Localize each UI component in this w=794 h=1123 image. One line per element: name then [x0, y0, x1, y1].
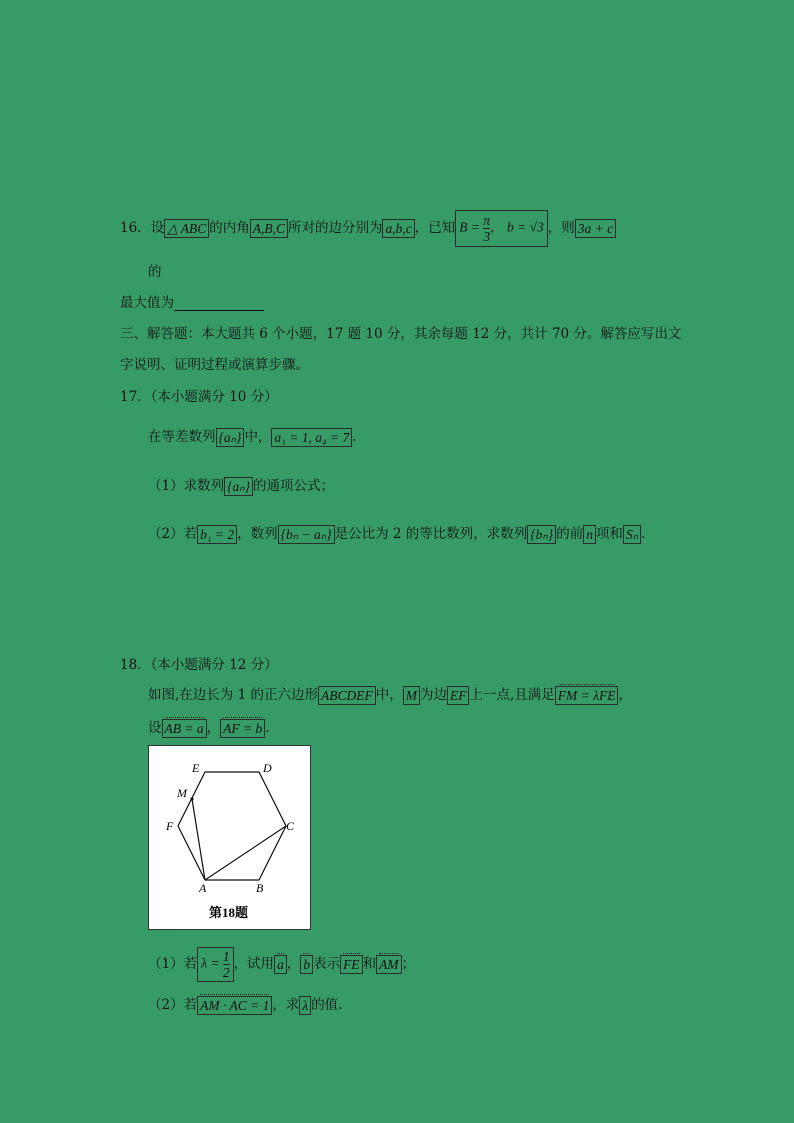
label-E: E [192, 761, 200, 775]
label-A: A [199, 881, 207, 895]
q16-text: 设 [150, 220, 165, 236]
math-AF-vector [220, 719, 265, 738]
q16-number: 16． [120, 220, 151, 236]
q18-text: 的值. [311, 997, 343, 1013]
q18-part1 [148, 947, 415, 982]
math-given [455, 210, 548, 247]
q18-part2 [148, 993, 342, 1015]
q17-text: （1）求数列 [148, 478, 225, 494]
q16-max-label: 最大值为 [120, 295, 174, 311]
math-bn-minus-an: {bₙ − aₙ} [278, 525, 335, 544]
math-hexagon: ABCDEF [318, 686, 376, 705]
vector-FE: FE [343, 957, 360, 972]
q16-line3 [120, 291, 264, 311]
vector-FM-eq: FM = λFE [557, 688, 616, 703]
answer-blank[interactable] [174, 298, 264, 311]
q17-text: 项和 [595, 526, 623, 542]
q17-text: . [352, 429, 357, 445]
q18-text: （1）若 [148, 956, 198, 972]
frac-num: 1 [222, 949, 230, 964]
segment-AC [205, 826, 286, 880]
q17-text: . [641, 526, 646, 542]
q17-header: 17．（本小题满分 10 分） [120, 389, 278, 405]
point-M [190, 797, 193, 800]
math-n: n [583, 525, 596, 544]
vector-dot-eq: AM · AC = 1 [200, 998, 270, 1013]
hexagon-outline [178, 772, 286, 880]
q17-text: 中， [244, 429, 272, 445]
frac-den: 2 [222, 965, 230, 980]
hexagon-figure [148, 745, 311, 930]
math-an: {aₙ} [224, 477, 253, 496]
label-B: B [256, 881, 264, 895]
math-b-value: ， b = √3 [490, 219, 544, 235]
vector-AF-eq: AF = b [223, 721, 263, 736]
q18-text: 设 [148, 720, 162, 736]
q18-text: （2）若 [148, 997, 198, 1013]
q18-text: ； [401, 956, 416, 972]
label-M: M [177, 786, 187, 800]
q18-text: 如图,在边长为 1 的正六边形 [148, 687, 318, 703]
q18-text: 上一点,且满足 [469, 687, 555, 703]
hexagon-diagram [149, 746, 310, 929]
vector-AM: AM [379, 957, 399, 972]
math-expression: 3a + c [575, 219, 616, 238]
label-F: F [166, 819, 174, 833]
frac-den: 3 [483, 229, 491, 244]
q17-text: ，数列 [237, 526, 278, 542]
label-D: D [263, 761, 272, 775]
section3-line2: 字说明、证明过程或演算步骤。 [120, 357, 309, 373]
math-lambda-half [197, 947, 233, 982]
q18-text: . [265, 720, 270, 736]
q17-text: 在等差数列 [148, 429, 216, 445]
vector-AB-eq: AB = a [164, 721, 204, 736]
figure-caption: 第18题 [209, 905, 249, 920]
q17-text: 的前 [556, 526, 584, 542]
q18-text: 中， [375, 687, 403, 703]
q16-line2: 的 [148, 264, 162, 280]
math-b1: b₁ = 2 [197, 525, 237, 544]
q17-text: 的通项公式； [253, 478, 335, 494]
q18-text: ， [618, 687, 632, 703]
q18-text: ，试用 [233, 956, 275, 972]
math-an: {aₙ} [216, 428, 245, 447]
label-C: C [286, 819, 295, 833]
q18-header: 18．（本小题满分 12 分） [120, 657, 278, 673]
q18-text: 为边 [419, 687, 447, 703]
math-lambda-lhs: λ = [201, 955, 223, 971]
math-vector-a [274, 955, 287, 974]
math-M: M [403, 686, 420, 705]
q16-text: 所对的边分别为 [287, 220, 383, 236]
math-angles: A,B,C [250, 219, 288, 238]
q18-text: 表示 [313, 956, 341, 972]
q17-part1 [148, 474, 334, 496]
math-sides: a,b,c [382, 219, 414, 238]
math-triangle: △ ABC [164, 219, 209, 238]
math-vector-b [300, 955, 313, 974]
q17-text: 是公比为 2 的等比数列，求数列 [334, 526, 528, 542]
q18-text: 和 [362, 956, 377, 972]
q17-premise [148, 425, 357, 447]
math-AB-vector [162, 719, 207, 738]
math-vector-FE [340, 955, 363, 974]
q18-text: ， [206, 720, 221, 736]
q16-line1 [120, 210, 616, 247]
math-FM-vector [555, 686, 619, 705]
vector-b: b [303, 957, 311, 972]
section3-line1: 三、解答题：本大题共 6 个小题，17 题 10 分，其余每题 12 分，共计 70 分。解答应写出文 [120, 326, 682, 342]
math-bn: {bₙ} [527, 525, 556, 544]
q18-text: ， [286, 956, 301, 972]
q17-text: （2）若 [148, 526, 198, 542]
math-Sn: Sₙ [623, 525, 641, 544]
q18-premise-line2 [148, 716, 270, 738]
frac-num: π [483, 213, 491, 228]
q17-part2 [148, 522, 645, 544]
math-condition: a₁ = 1, a₄ = 7 [271, 428, 352, 447]
q16-text: ，已知 [414, 220, 456, 236]
math-vector-AM [376, 955, 402, 974]
q16-text: 的内角 [209, 220, 250, 236]
q18-premise-line1 [148, 683, 632, 705]
math-dot-product [197, 996, 272, 1015]
math-EF: EF [447, 686, 470, 705]
math-one-half [223, 949, 230, 980]
math-B-lhs: B = [459, 219, 484, 235]
q18-text: ，求 [272, 997, 300, 1013]
vector-a: a [277, 957, 284, 972]
math-lambda: λ [299, 996, 311, 1015]
q16-text: ，则 [547, 220, 575, 236]
